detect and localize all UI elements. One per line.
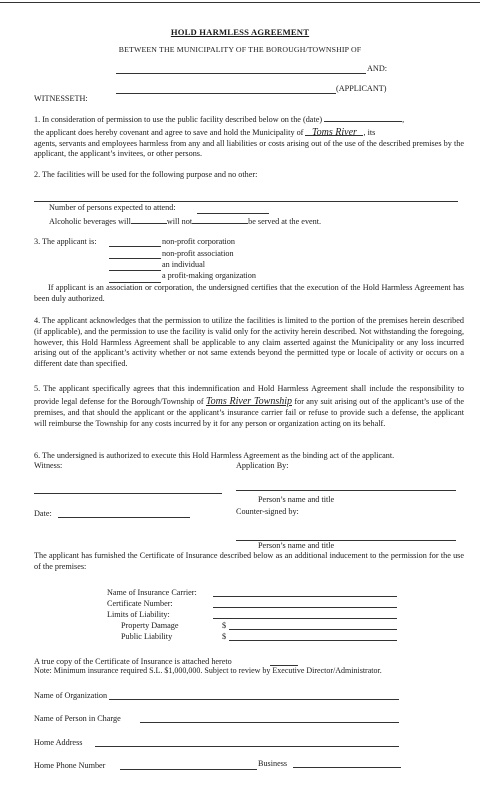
date-field[interactable]: [324, 112, 402, 122]
home-address-field[interactable]: [95, 746, 399, 747]
alcohol-will: Alcoholic beverages will: [49, 217, 131, 226]
home-phone-field[interactable]: [120, 769, 257, 770]
copy-attached-label: A true copy of the Certificate of Insurance is attached hereto: [34, 657, 232, 666]
p1-body: agents, servants and employees harmless from any and all liabilities or costs arising out of the use of the described premises by the applicant, the applicant’s invitees, or other persons.: [34, 138, 464, 159]
option-1-field[interactable]: [109, 246, 161, 247]
persons-name-title-2: Person’s name and title: [258, 541, 335, 550]
paragraph-3-lead: 3. The applicant is:: [34, 237, 97, 246]
limits-field[interactable]: [213, 618, 397, 619]
alcohol-will-field[interactable]: [131, 214, 167, 224]
paragraph-3-note: If applicant is an association or corporation, the undersigned certifies that the execution of the Hold Harmless Agreement has been duly authorized.: [34, 283, 464, 303]
witnesseth-label: WITNESSETH:: [34, 94, 88, 103]
insurance-carrier-label: Name of Insurance Carrier:: [107, 588, 197, 597]
purpose-line[interactable]: [34, 201, 458, 202]
property-damage-field[interactable]: [229, 629, 397, 630]
option-1-label: non-profit corporation: [162, 237, 235, 246]
municipality-name-line[interactable]: [116, 73, 366, 74]
option-2-field[interactable]: [109, 258, 161, 259]
public-dollar: $: [222, 632, 227, 641]
municipality-handwritten-field[interactable]: [305, 126, 363, 136]
p1-intro: 1. In consideration of permission to use the public facility described below on the (date): [34, 115, 323, 124]
between-line: BETWEEN THE MUNICIPALITY OF THE BOROUGH/TOWNSHIP OF: [118, 45, 362, 54]
business-phone-label: Business: [258, 759, 288, 768]
public-liability-label: Public Liability: [121, 632, 173, 641]
option-2-label: non-profit association: [162, 249, 234, 258]
p1-its: , its: [363, 127, 376, 137]
counter-signed-label: Counter-signed by:: [236, 507, 299, 516]
alcohol-will-not: will not: [166, 217, 193, 226]
insurance-intro: The applicant has furnished the Certificate of Insurance described below as an additional inducement to the permission for the use of the premises:: [34, 551, 464, 571]
insurance-carrier-field[interactable]: [213, 596, 397, 597]
person-in-charge-label: Name of Person in Charge: [34, 714, 121, 723]
alcohol-will-not-field[interactable]: [192, 214, 248, 224]
home-address-label: Home Address: [34, 738, 83, 747]
handwritten-toms-river-township: Toms River Township: [205, 395, 293, 407]
paragraph-6: 6. The undersigned is authorized to execute this Hold Harmless Agreement as the binding act of the applicant.: [34, 451, 395, 460]
date-label: Date:: [34, 509, 52, 518]
org-name-label: Name of Organization: [34, 691, 108, 700]
certificate-number-field[interactable]: [213, 607, 397, 608]
witness-label: Witness:: [34, 461, 63, 470]
public-liability-field[interactable]: [229, 640, 397, 641]
application-by-label: Application By:: [236, 461, 289, 470]
applicant-signature-line[interactable]: [236, 490, 456, 491]
date-signature-line[interactable]: [58, 517, 190, 518]
option-3-label: an individual: [162, 260, 205, 269]
document-title: HOLD HARMLESS AGREEMENT: [170, 27, 310, 37]
home-phone-label: Home Phone Number: [34, 761, 106, 770]
insurance-note: Note: Minimum insurance required S.L. $1,000,000. Subject to review by Executive Director/Administrator.: [34, 666, 382, 675]
option-4-label: a profit-making organization: [162, 271, 256, 280]
persons-expected-label: Number of persons expected to attend:: [49, 203, 176, 212]
limits-label: Limits of Liability:: [107, 610, 170, 619]
paragraph-2-lead: 2. The facilities will be used for the following purpose and no other:: [34, 170, 258, 179]
p5-intro: 5. The applicant specifically agrees that this indemnification and Hold Harmless Agreement shall include the responsibility to provide legal defense for the Borough/Township of: [34, 384, 464, 406]
option-3-field[interactable]: [109, 270, 161, 271]
applicant-name-line[interactable]: [116, 93, 336, 94]
persons-name-title-1: Person’s name and title: [258, 495, 335, 504]
property-dollar: $: [222, 621, 227, 630]
top-rule: [0, 2, 480, 3]
alcohol-served: be served at the event.: [248, 217, 322, 226]
handwritten-toms-river: Toms River: [312, 126, 357, 138]
person-in-charge-field[interactable]: [140, 722, 399, 723]
paragraph-1: 1. In consideration of permission to use the public facility described below on the (date) , the applicant does hereby covenant and agree to save and hold the Municipality of Toms River , its agents, servants and employees harmless from any and all liabilities or costs arising out of the use of the described premises by the applicant, the applicant’s invitees, or other persons.: [34, 112, 464, 160]
alcohol-label: [49, 214, 321, 228]
p5-body: for any suit arising out of the applicant’s use of the premises, and that should the applicant or the applicant’s insurance carrier fail or refuse to provide such a defense, the applicant will reimburse the Township for any costs incurred by it for any person or organization acting on its behalf.: [34, 396, 465, 428]
paragraph-4: 4. The applicant acknowledges that the permission to utilize the facilities is limited to the portion of the premises herein described (if applicable), and the permission to use the facility is valid only for the activity herein described. Not withstanding the foregoing, however, this Hold Harmless Agreement shall be applicable to any claim asserted against the Municipality or any loss incurred arising out of the applicant’s activity whether or not same extends beyond the permitted type or locale of activity or occurs on a different date than specified.: [34, 316, 464, 369]
witness-signature-line[interactable]: [34, 493, 222, 494]
property-damage-label: Property Damage: [121, 621, 179, 630]
p1-line2: the applicant does hereby covenant and agree to save and hold the Municipality of: [34, 127, 304, 137]
org-name-field[interactable]: [109, 699, 399, 700]
applicant-label: (APPLICANT): [336, 84, 387, 93]
business-phone-field[interactable]: [293, 767, 401, 768]
and-label: AND:: [367, 64, 388, 73]
paragraph-5: [34, 384, 464, 430]
certificate-number-label: Certificate Number:: [107, 599, 173, 608]
